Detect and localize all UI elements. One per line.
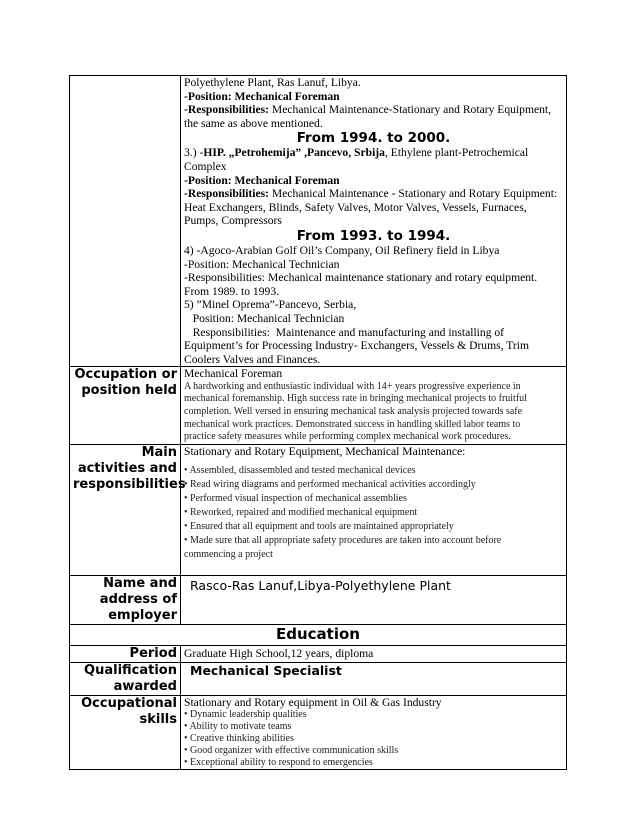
skill-item: • Good organizer with effective communication skills bbox=[184, 745, 399, 757]
activity-bullet: • Ensured that all equipment and tools are maintained appropriately bbox=[184, 521, 454, 533]
job-line: -Position: Mechanical Foreman bbox=[184, 173, 340, 187]
period-value: Graduate High School,12 years, diploma bbox=[184, 646, 374, 660]
activity-bullet: • Reworked, repaired and modified mechanical equipment bbox=[184, 507, 418, 519]
qualification-cell bbox=[181, 662, 567, 695]
exp-line: Polyethylene Plant, Ras Lanuf, Libya. bbox=[184, 76, 361, 89]
skills-label: Occupational skills bbox=[70, 695, 181, 770]
experience-cell bbox=[181, 76, 567, 367]
period-cell bbox=[181, 645, 567, 662]
qualification-value: Mechanical Specialist bbox=[190, 662, 342, 678]
employer-label: Name and address of employer bbox=[70, 575, 181, 624]
empty-label-cell bbox=[70, 76, 181, 367]
education-heading-cell bbox=[70, 624, 567, 645]
job-line: -Position: Mechanical Technician bbox=[184, 257, 340, 271]
job-line: 5) ”Minel Oprema”-Pancevo, Serbia, bbox=[184, 298, 357, 312]
job-line: 3.) -HIP. „Petrohemija” ,Pancevo, Srbija, Ethylene plant-Petrochemical bbox=[184, 146, 529, 160]
employer-cell bbox=[181, 575, 567, 624]
occupation-desc-line: completion. Well versed in ensuring mechanical task analysis projected towards safe bbox=[184, 406, 523, 418]
occupation-desc-line: A hardworking and enthusiastic individual with 14+ years progressive experience in bbox=[184, 380, 521, 392]
period-heading: From 1993. to 1994. bbox=[296, 227, 451, 244]
job-line: -Responsibilities: Mechanical maintenance stationary and rotary equipment. bbox=[184, 271, 538, 285]
occupation-label: Occupation or position held bbox=[70, 367, 181, 445]
period-heading: From 1994. to 2000. bbox=[296, 130, 451, 147]
job-line: Responsibilities: Maintenance and manufacturing and installing of bbox=[184, 325, 505, 339]
qualification-row bbox=[70, 662, 567, 695]
activity-bullet: • Performed visual inspection of mechanical assemblies bbox=[184, 493, 407, 505]
skill-item: • Ability to motivate teams bbox=[184, 721, 292, 733]
period-label: Period bbox=[70, 645, 181, 662]
occupation-cell bbox=[181, 367, 567, 445]
job-line: Pumps, Compressors bbox=[184, 214, 282, 228]
activity-bullet: • Made sure that all appropriate safety procedures are taken into account before bbox=[184, 535, 502, 547]
job-line: -Responsibilities: Mechanical Maintenance - Stationary and Rotary Equipment: bbox=[184, 187, 558, 201]
job-line: Heat Exchangers, Blinds, Safety Valves, Motor Valves, Vessels, Furnaces, bbox=[184, 200, 527, 214]
job-line: Complex bbox=[184, 159, 227, 173]
activities-title: Stationary and Rotary Equipment, Mechanical Maintenance: bbox=[184, 444, 466, 458]
exp-line: -Position: Mechanical Foreman bbox=[184, 89, 340, 103]
job-line: 4) -Agoco-Arabian Golf Oil’s Company, Oil Refinery field in Libya bbox=[184, 243, 500, 257]
activity-bullet: • Read wiring diagrams and performed mechanical activities accordingly bbox=[184, 479, 476, 491]
experience-row bbox=[70, 76, 567, 367]
activities-cell bbox=[181, 444, 567, 575]
occupation-desc-line: practice safety measures while performing complex mechanical work procedures. bbox=[184, 431, 511, 443]
period-row bbox=[70, 645, 567, 662]
skill-item: • Creative thinking abilities bbox=[184, 733, 294, 745]
job-line: Equipment’s for Processing Industry- Exchangers, Vessels & Drums, Trim bbox=[184, 339, 529, 353]
activities-label: Main activities and responsibilities bbox=[70, 444, 181, 575]
job-line: From 1989. to 1993. bbox=[184, 284, 280, 298]
employer-row bbox=[70, 575, 567, 624]
activity-bullet: • Assembled, disassembled and tested mechanical devices bbox=[184, 465, 416, 477]
education-heading-row bbox=[70, 624, 567, 645]
skills-cell bbox=[181, 695, 567, 770]
skill-item: • Exceptional ability to respond to emergencies bbox=[184, 757, 373, 769]
employer-value: Rasco-Ras Lanuf,Libya-Polyethylene Plant bbox=[190, 577, 451, 593]
occupation-desc-line: mechanical foremanship. High success rate in bringing mechanical projects to fruitful bbox=[184, 393, 527, 405]
exp-line: the same as above mentioned. bbox=[184, 116, 323, 130]
skills-title: Stationary and Rotary equipment in Oil & Gas Industry bbox=[184, 695, 442, 709]
exp-line: -Responsibilities: Mechanical Maintenance-Stationary and Rotary Equipment, bbox=[184, 103, 552, 117]
occupation-row bbox=[70, 367, 567, 445]
job-line: Position: Mechanical Technician bbox=[184, 311, 345, 325]
job-line: Coolers Valves and Finances. bbox=[184, 352, 321, 366]
occupation-desc-line: mechanical work practices. Demonstrated success in handling skilled labor teams to bbox=[184, 418, 521, 430]
occupation-title: Mechanical Foreman bbox=[184, 367, 283, 381]
education-heading: Education bbox=[276, 624, 360, 643]
skill-item: • Dynamic leadership qualities bbox=[184, 709, 307, 721]
skills-row bbox=[70, 695, 567, 770]
qualification-label: Qualification awarded bbox=[70, 662, 181, 695]
cv-table bbox=[69, 75, 567, 770]
activities-row bbox=[70, 444, 567, 575]
activity-bullet: commencing a project bbox=[184, 549, 273, 561]
